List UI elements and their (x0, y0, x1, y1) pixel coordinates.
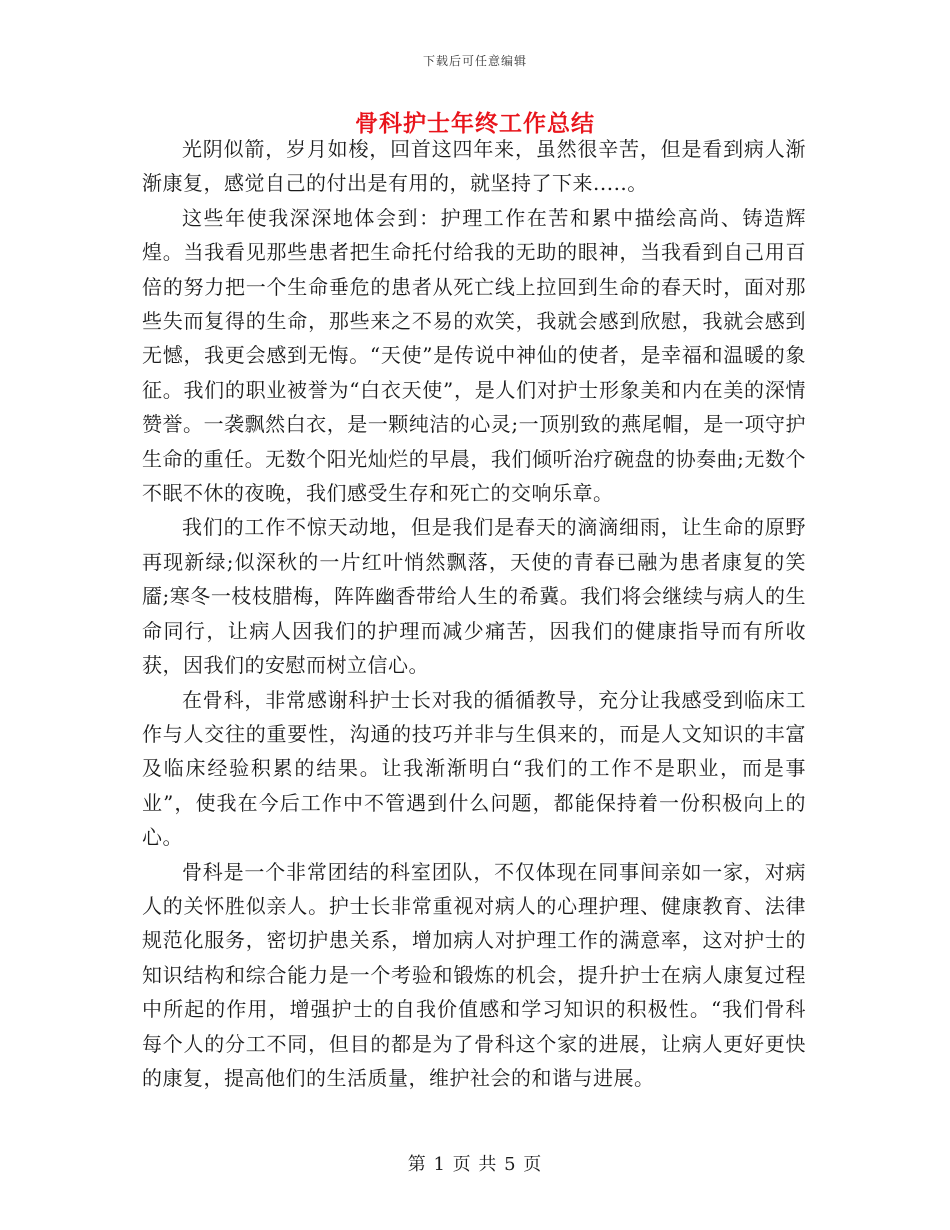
document-title: 骨科护士年终工作总结 (355, 110, 595, 137)
page-indicator: 第 1 页 共 5 页 (407, 1154, 543, 1175)
paragraph-team: 骨科是一个非常团结的科室团队，不仅体现在同事间亲如一家，对病人的关怀胜似亲人。护士长非常重视对病人的心理护理、健康教育、法律规范化服务，密切护患关系，增加病人对护理工作的满意率，这对护士的知识结构和综合能力是一个考验和锻炼的机会，提升护士在病人康复过程中所起的作用，增强护士的自我价值感和学习知识的积极性。“我们骨科每个人的分工不同，但目的都是为了骨科这个家的进展，让病人更好更快的康复，提高他们的生活质量，维护社会的和谐与进展。 (142, 859, 806, 1090)
document-body (142, 132, 806, 1095)
paragraph-gratitude: 在骨科，非常感谢科护士长对我的循循教导，充分让我感受到临床工作与人交往的重要性，沟通的技巧并非与生俱来的，而是人文知识的丰富及临床经验积累的结果。让我渐渐明白“我们的工作不是职业，而是事业”，使我在今后工作中不管遇到什么问题，都能保持着一份积极向上的心。 (142, 687, 806, 850)
paragraph-angel: 这些年使我深深地体会到：护理工作在苦和累中描绘高尚、铸造辉煌。当我看见那些患者把生命托付给我的无助的眼神，当我看到自己用百倍的努力把一个生命垂危的患者从死亡线上拉回到生命的春天时，面对那些失而复得的生命，那些来之不易的欢笑，我就会感到欣慰，我就会感到无憾，我更会感到无悔。“天使”是传说中神仙的使者，是幸福和温暖的象征。我们的职业被誉为“白衣天使”，是人们对护士形象美和内在美的深情赞誉。一袭飘然白衣，是一颗纯洁的心灵;一顶别致的燕尾帽，是一项守护生命的重任。无数个阳光灿烂的早晨，我们倾听治疗碗盘的协奏曲;无数个不眠不休的夜晚，我们感受生存和死亡的交响乐章。 (142, 205, 806, 506)
paragraph-intro: 光阴似箭，岁月如梭，回首这四年来，虽然很辛苦，但是看到病人渐渐康复，感觉自己的付出是有用的，就坚持了下来.....。 (142, 137, 806, 196)
paragraph-work: 我们的工作不惊天动地，但是我们是春天的滴滴细雨，让生命的原野再现新绿;似深秋的一片红叶悄然飘落，天使的青春已融为患者康复的笑靥;寒冬一枝枝腊梅，阵阵幽香带给人生的希冀。我们将会继续与病人的生命同行，让病人因我们的护理而减少痛苦，因我们的健康指导而有所收获，因我们的安慰而树立信心。 (142, 515, 806, 678)
header-note: 下载后可任意编辑 (422, 54, 527, 68)
